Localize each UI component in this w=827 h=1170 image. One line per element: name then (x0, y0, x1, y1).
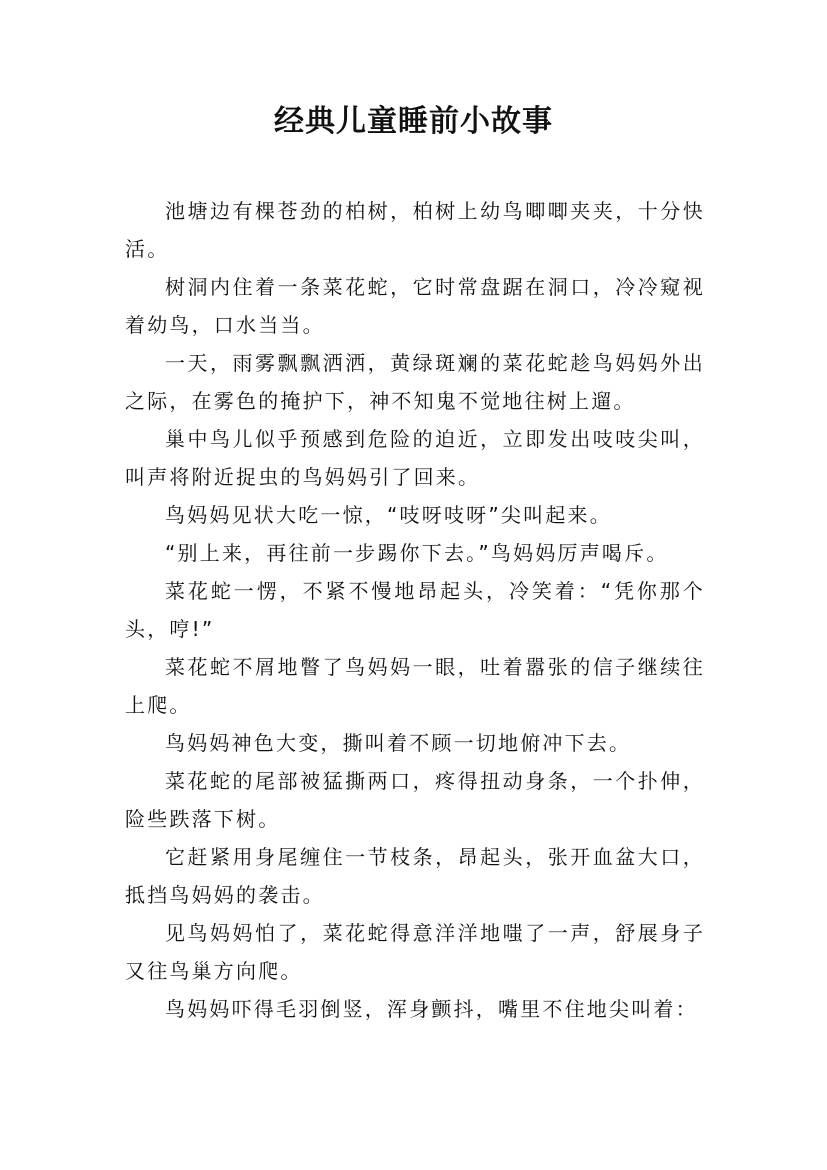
paragraph: 菜花蛇一愣，不紧不慢地昂起头，冷笑着：“凭你那个头，哼!” (125, 579, 705, 641)
paragraph: 鸟妈妈神色大变，撕叫着不顾一切地俯冲下去。 (165, 731, 632, 755)
paragraph: 见鸟妈妈怕了，菜花蛇得意洋洋地嗤了一声，舒展身子又往鸟巢方向爬。 (125, 921, 705, 983)
paragraph: 菜花蛇的尾部被猛撕两口，疼得扭动身条，一个扑伸，险些跌落下树。 (125, 769, 705, 831)
document-body (125, 192, 705, 1028)
paragraph: 树洞内住着一条菜花蛇，它时常盘踞在洞口，冷冷窥视着幼鸟，口水当当。 (125, 275, 705, 337)
paragraph: 菜花蛇不屑地瞥了鸟妈妈一眼，吐着嚣张的信子继续往上爬。 (125, 655, 705, 717)
document-title: 经典儿童睡前小故事 (274, 104, 553, 139)
paragraph: 它赶紧用身尾缠住一节枝条，昂起头，张开血盆大口，抵挡鸟妈妈的袭击。 (125, 845, 705, 907)
paragraph: 一天，雨雾飘飘洒洒，黄绿斑斓的菜花蛇趁鸟妈妈外出之际，在雾色的掩护下，神不知鬼不觉地往树上遛。 (125, 351, 705, 413)
paragraph: 巢中鸟儿似乎预感到危险的迫近，立即发出吱吱尖叫，叫声将附近捉虫的鸟妈妈引了回来。 (125, 427, 705, 489)
paragraph: 鸟妈妈见状大吃一惊，“吱呀吱呀”尖叫起来。 (165, 503, 612, 527)
paragraph: 鸟妈妈吓得毛羽倒竖，浑身颤抖，嘴里不住地尖叫着： (165, 997, 698, 1021)
paragraph: 池塘边有棵苍劲的柏树，柏树上幼鸟唧唧夹夹，十分快活。 (125, 199, 705, 261)
paragraph: “别上来，再往前一步踢你下去。”鸟妈妈厉声喝斥。 (165, 541, 669, 565)
